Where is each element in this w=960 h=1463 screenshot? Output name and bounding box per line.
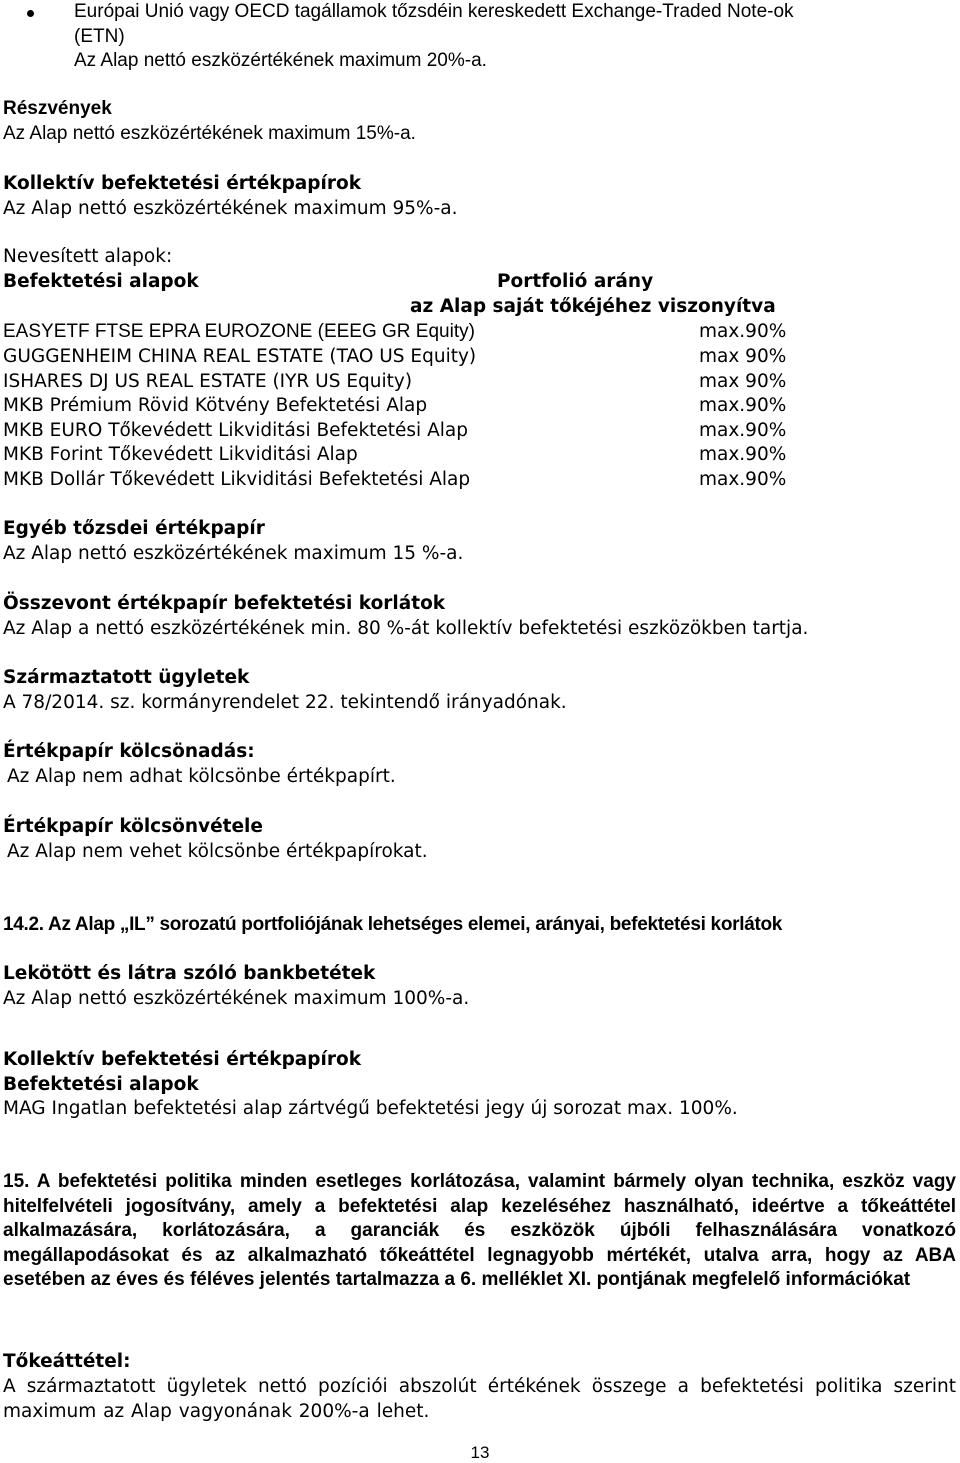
fund-name: MKB Dollár Tőkevédett Likviditási Befektetési Alap bbox=[3, 469, 471, 490]
fund-limit: max 90% bbox=[699, 371, 787, 392]
kollektiv-title: Kollektív befektetési értékpapírok bbox=[3, 173, 362, 194]
table-row bbox=[3, 443, 958, 468]
kolcsonadas-title: Értékpapír kölcsönadás: bbox=[3, 741, 255, 762]
kolcsonvetele-section bbox=[3, 815, 958, 864]
nevesitett-intro: Nevesített alapok: bbox=[3, 246, 173, 267]
tokeattetel-text: A származtatott ügyletek nettó pozíciói abszolút értékének összege a befektetési politika szerint maximum az Alap vagyonának 200%-a lehet. bbox=[3, 1376, 956, 1422]
kolcsonvetele-title: Értékpapír kölcsönvétele bbox=[3, 816, 263, 837]
bullet-icon bbox=[27, 10, 34, 17]
fund-name: GUGGENHEIM CHINA REAL ESTATE (TAO US Equity) bbox=[3, 346, 477, 367]
kolcsonadas-text: Az Alap nem adhat kölcsönbe értékpapírt. bbox=[7, 765, 396, 787]
kollektiv2-title: Kollektív befektetési értékpapírok bbox=[3, 1049, 362, 1070]
kollektiv-section bbox=[3, 172, 958, 221]
tokeattetel-paragraph bbox=[3, 1375, 956, 1424]
nevesitett-col2-header-line2: az Alap saját tőkéjéhez viszonyítva bbox=[410, 296, 776, 317]
etn-bullet-line1: Európai Unió vagy OECD tagállamok tőzsdéin kereskedett Exchange-Traded Note-ok bbox=[74, 1, 794, 22]
osszevont-section bbox=[3, 592, 958, 641]
egyeb-section bbox=[3, 517, 958, 566]
fund-limit: max.90% bbox=[699, 444, 787, 465]
reszvenyek-title: Részvények bbox=[3, 98, 112, 119]
egyeb-title: Egyéb tőzsdei értékpapír bbox=[3, 518, 265, 539]
tokeattetel-section bbox=[3, 1350, 958, 1375]
osszevont-title: Összevont értékpapír befektetési korlátok bbox=[3, 593, 446, 614]
kollektiv-text: Az Alap nettó eszközértékének maximum 95%-a. bbox=[3, 197, 458, 219]
fund-name: EASYETF FTSE EPRA EUROZONE (EEEG GR Equity) bbox=[3, 321, 475, 342]
kollektiv2-section bbox=[3, 1048, 958, 1122]
fund-name: MKB Prémium Rövid Kötvény Befektetési Alap bbox=[3, 395, 428, 416]
fund-limit: max.90% bbox=[699, 395, 787, 416]
table-row bbox=[3, 345, 958, 370]
table-row bbox=[3, 370, 958, 395]
nevesitett-header-row bbox=[3, 270, 958, 295]
tokeattetel-title: Tőkeáttétel: bbox=[3, 1351, 131, 1372]
fund-name: MKB Forint Tőkevédett Likviditási Alap bbox=[3, 444, 358, 465]
kolcsonadas-section bbox=[3, 740, 958, 789]
section-14-2-heading-text: 14.2. Az Alap „IL” sorozatú portfoliójának lehetséges elemei, arányai, befektetési korlátok bbox=[3, 914, 783, 935]
fund-name: ISHARES DJ US REAL ESTATE (IYR US Equity) bbox=[3, 371, 413, 392]
fund-limit: max 90% bbox=[699, 346, 787, 367]
nevesitett-col1-header: Befektetési alapok bbox=[3, 271, 199, 292]
lekotott-title: Lekötött és látra szóló bankbetétek bbox=[3, 963, 376, 984]
nevesitett-section bbox=[3, 245, 958, 270]
nevesitett-col2-header-line1: Portfolió arány bbox=[497, 271, 654, 292]
table-row bbox=[3, 468, 958, 493]
kollektiv2-subtitle: Befektetési alapok bbox=[3, 1073, 199, 1095]
section-14-2-heading bbox=[3, 913, 958, 938]
etn-bullet bbox=[74, 0, 954, 74]
egyeb-text: Az Alap nettó eszközértékének maximum 15 %-a. bbox=[3, 542, 464, 564]
reszvenyek-section bbox=[3, 97, 958, 146]
fund-limit: max.90% bbox=[699, 420, 787, 441]
table-row bbox=[3, 320, 958, 345]
nevesitett-header-row2 bbox=[3, 295, 958, 320]
osszevont-text: Az Alap a nettó eszközértékének min. 80 %-át kollektív befektetési eszközökben tartja. bbox=[3, 617, 809, 639]
table-row bbox=[3, 394, 958, 419]
reszvenyek-text: Az Alap nettó eszközértékének maximum 15%-a. bbox=[3, 122, 416, 144]
section-15-text: A befektetési politika minden esetleges korlátozása, valamint bármely olyan technika, eszköz vagy hitelfelvételi jogosítvány, amely a befektetési alap kezeléséhez használható, ideértve a tőkeáttétel alkalmazására, korlátozására, a garanciák és eszközök újbóli felhasználására vonatkozó megállapodásokat és az alkalmazható tőkeáttétel legnagyobb mértékét, utalva arra, hogy az ABA esetében az éves és féléves jelentés tartalmazza a 6. melléklet XI. pontjának megfelelő információkat bbox=[3, 1171, 956, 1290]
fund-limit: max.90% bbox=[699, 321, 787, 342]
table-row bbox=[3, 419, 958, 444]
fund-limit: max.90% bbox=[699, 469, 787, 490]
etn-bullet-line2: (ETN) bbox=[74, 25, 125, 47]
lekotott-text: Az Alap nettó eszközértékének maximum 100%-a. bbox=[3, 987, 470, 1009]
section-15 bbox=[3, 1170, 956, 1293]
page-number: 13 bbox=[470, 1443, 490, 1462]
section-15-number: 15. bbox=[3, 1171, 30, 1192]
kollektiv2-text: MAG Ingatlan befektetési alap zártvégű befektetési jegy új sorozat max. 100%. bbox=[3, 1098, 738, 1119]
szarmaztatott-section bbox=[3, 666, 958, 715]
kolcsonvetele-text: Az Alap nem vehet kölcsönbe értékpapírokat. bbox=[7, 840, 428, 862]
szarmaztatott-text: A 78/2014. sz. kormányrendelet 22. tekintendő irányadónak. bbox=[3, 691, 567, 713]
lekotott-section bbox=[3, 962, 958, 1011]
fund-name: MKB EURO Tőkevédett Likviditási Befektetési Alap bbox=[3, 420, 468, 441]
etn-bullet-line3: Az Alap nettó eszközértékének maximum 20%-a. bbox=[74, 50, 487, 71]
szarmaztatott-title: Származtatott ügyletek bbox=[3, 667, 250, 688]
